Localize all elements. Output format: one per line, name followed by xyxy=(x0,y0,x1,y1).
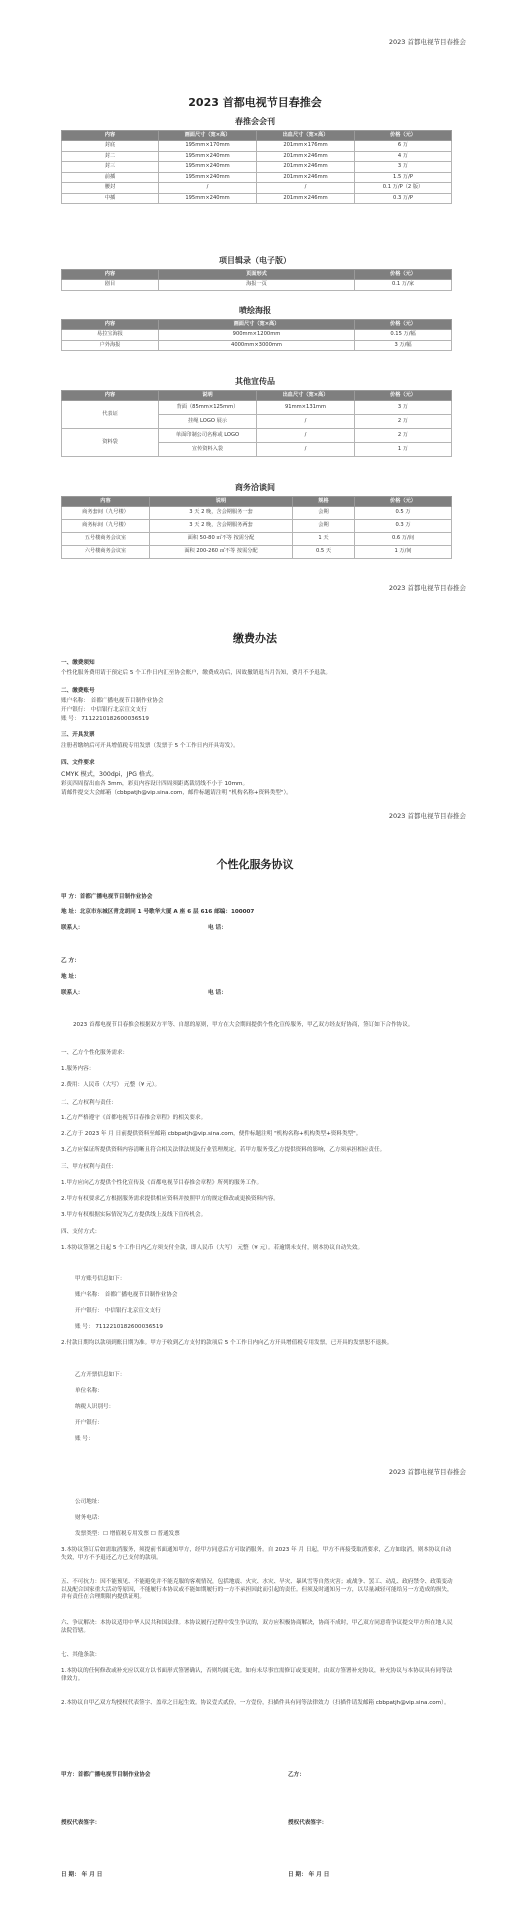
table-cell: 2 万 xyxy=(355,429,452,443)
clause-3-1: 1.甲方应向乙方提供个性化宣传及《首都电视节目春推会章程》所列的服务工作。 xyxy=(61,1180,263,1186)
clause-6: 六、争议解决：本协议适用中华人民共和国法律。本协议履行过程中发生争议的，双方应积极协商解决，协商不成时，甲乙双方同意将争议提交甲方所在地人民法院管辖。 xyxy=(61,1620,453,1634)
table-header: 内容 xyxy=(62,131,159,141)
payment-s2-line: 账户名称： 首都广播电视节目制作业协会 xyxy=(61,698,164,704)
table-cell: 资料袋 xyxy=(62,429,159,457)
payment-s1-title: 一、缴费须知 xyxy=(61,660,95,666)
table-header: 价格（元） xyxy=(355,320,452,330)
table-cell: 代表证 xyxy=(62,401,159,429)
b-acct-title: 乙方开票信息如下： xyxy=(75,1372,126,1378)
table-cell: 0.1 万/P（2 版） xyxy=(355,183,452,194)
invoice-type-line[interactable]: 发票类型：☐ 增值税专用发票 ☐ 普通发票 xyxy=(75,1531,180,1537)
clause-4-3: 3.本协议签订后如需取消服务，须提前书面通知甲方，经甲方同意后方可取消服务。自 2023 年 月 日起，甲方不再接受取消要求，乙方如取消，则本协议自动失效，甲方不予退还乙方已支付的款项。 xyxy=(61,1547,452,1561)
table-cell: 4 万 xyxy=(355,151,452,162)
page-footer: 2023 首都电视节目春推会 xyxy=(388,812,466,820)
table-row xyxy=(62,429,452,443)
promo-table xyxy=(61,390,452,457)
table-cell: 1 万/间 xyxy=(355,546,452,559)
section-title-booklet: 春推会会刊 xyxy=(235,117,275,126)
meeting-table xyxy=(61,496,452,559)
page-footer: 2023 首都电视节目春推会 xyxy=(388,1468,466,1476)
table-cell: 会期 xyxy=(293,520,355,533)
payment-s2-line: 开户银行： 中信银行北京宣文支行 xyxy=(61,707,147,713)
table-row xyxy=(62,151,452,162)
page-header: 2023 首都电视节目春推会 xyxy=(388,38,466,46)
table-cell: 封三 xyxy=(62,162,159,173)
clause-2: 二、乙方权利与责任： xyxy=(61,1100,117,1106)
table-cell: 0.5 万 xyxy=(355,507,452,520)
table-row xyxy=(62,401,452,415)
table-cell: / xyxy=(257,443,355,457)
party-a: 甲 方：首都广播电视节目制作业协会 xyxy=(61,894,153,900)
rep-sign-b: 授权代表签字： xyxy=(288,1820,328,1826)
table-cell: 1.5 万/P xyxy=(355,172,452,183)
table-cell: 单面印制公司名称或 LOGO xyxy=(159,429,257,443)
table-header: 价格（元） xyxy=(355,131,452,141)
payment-s4-title: 四、文件要求 xyxy=(61,760,95,766)
payment-s4-line: 请邮件提交大会邮箱（cbbpatjh@vip.sina.com，邮件标题请注明 "机构名称+资料类型"）。 xyxy=(61,790,292,796)
table-cell: 0.3 万 xyxy=(355,520,452,533)
payment-s4-line: CMYK 模式，300dpi，JPG 格式。 xyxy=(61,771,158,778)
table-cell: 宣传资料入袋 xyxy=(159,443,257,457)
table-header: 内容 xyxy=(62,391,159,401)
table-row xyxy=(62,280,452,291)
table-row xyxy=(62,520,452,533)
payment-s3-text: 注册者缴纳后可开具增值税专用发票（发票于 5 个工作日内开具寄发）。 xyxy=(61,743,239,749)
clause-4-1: 1.本协议签署之日起 5 个工作日内乙方须支付全款，即人民币（大写） 元整（¥ 元）。若逾期未支付，则本协议自动失效。 xyxy=(61,1245,364,1251)
table-cell: 91mm×131mm xyxy=(257,401,355,415)
table-cell: 腰封 xyxy=(62,183,159,194)
table-cell: 1 天 xyxy=(293,533,355,546)
table-cell: 中插 xyxy=(62,193,159,204)
clause-5: 五、不可抗力：因不能预见、不能避免并不能克服的客观情况，包括地震、火灾、水灾、旱灾、暴风雪等自然灾害；或战争、罢工、动乱、政府禁令、政策变动以及配合国家重大活动等原因，不能履行本协议或不能如期履行的一方不承担因此而引起的责任。但须及时通知另一方，以尽量减轻可能给另一方造成的损失，并有责任在合理期限内提供证明。 xyxy=(61,1579,453,1601)
table-cell: 3 万 xyxy=(355,401,452,415)
table-header: 价格（元） xyxy=(355,391,452,401)
table-cell: 0.15 万/幅 xyxy=(355,330,452,341)
table-cell: 900mm×1200mm xyxy=(159,330,355,341)
date-a: 日 期： 年 月 日 xyxy=(61,1872,103,1878)
table-cell: 195mm×240mm xyxy=(159,151,257,162)
table-cell: 195mm×240mm xyxy=(159,193,257,204)
table-header: 页面形式 xyxy=(159,270,355,280)
clause-3-2: 2.甲方有权要求乙方根据服务需求提供相应资料并按照甲方的规定修改或更换资料内容。 xyxy=(61,1196,279,1202)
clause-4-2: 2.付款日期均以款项到账日期为准。甲方于收到乙方支付的款项后 5 个工作日内向乙方开具增值税专用发票，已开具的发票恕不退换。 xyxy=(61,1340,393,1346)
payment-s4-line: 彩页四周留出血各 3mm，彩页内容设计四周须距离裁切线不小于 10mm。 xyxy=(61,781,249,787)
table-cell: 195mm×240mm xyxy=(159,172,257,183)
acct-title: 甲方账号信息如下： xyxy=(75,1276,126,1282)
project-table xyxy=(61,269,452,291)
clause-7: 七、其他条款： xyxy=(61,1652,101,1658)
table-row xyxy=(62,141,452,152)
rep-sign-a: 授权代表签字： xyxy=(61,1820,101,1826)
table-header: 内容 xyxy=(62,270,159,280)
table-cell: 背面（85mm×125mm） xyxy=(159,401,257,415)
table-header: 说明 xyxy=(159,391,257,401)
payment-s3-title: 三、开具发票 xyxy=(61,732,95,738)
payment-title: 缴费办法 xyxy=(233,632,277,645)
table-cell: 商务标间（九号楼） xyxy=(62,520,150,533)
page-footer: 2023 首都电视节目春推会 xyxy=(388,584,466,592)
acct-line: 开户银行： 中信银行北京宣文支行 xyxy=(75,1308,161,1314)
table-cell: 6 万 xyxy=(355,141,452,152)
table-cell: 商务套间（九号楼） xyxy=(62,507,150,520)
section-title-poster: 喷绘海报 xyxy=(239,306,271,315)
table-cell: 201mm×246mm xyxy=(257,151,355,162)
table-cell: / xyxy=(257,183,355,194)
b-acct-line: 纳税人识别号： xyxy=(75,1404,115,1410)
payment-s2-title: 二、缴费账号 xyxy=(61,688,95,694)
table-cell: 会期 xyxy=(293,507,355,520)
table-row xyxy=(62,533,452,546)
clause-2-2: 2.乙方于 2023 年 月 日前提供资料至邮箱 cbbpatjh@vip.sina.com，便件标题注明 "机构名称+机构类型+资料类型"。 xyxy=(61,1131,362,1137)
table-cell: 五号楼商务会议室 xyxy=(62,533,150,546)
section-title-project: 项目辑录（电子版） xyxy=(219,256,291,265)
table-row xyxy=(62,507,452,520)
clause-3-3: 3.甲方有权根据实际情况为乙方提供线上及线下宣传机会。 xyxy=(61,1212,207,1218)
address-b-label: 地 址： xyxy=(61,974,80,980)
table-header: 价格（元） xyxy=(355,270,452,280)
party-b-label: 乙 方： xyxy=(61,958,80,964)
clause-1-1: 1.服务内容： xyxy=(61,1066,95,1072)
acct-line: 账户名称： 首都广播电视节目制作业协会 xyxy=(75,1292,178,1298)
table-header: 内容 xyxy=(62,320,159,330)
table-cell: 0.6 万/间 xyxy=(355,533,452,546)
table-cell: 4000mm×3000mm xyxy=(159,340,355,351)
table-cell: 195mm×170mm xyxy=(159,141,257,152)
acct-line: 账 号： 7112210182600036519 xyxy=(75,1324,163,1330)
table-header: 价格（元） xyxy=(355,497,452,507)
table-row xyxy=(62,330,452,341)
phone-label: 电 话： xyxy=(208,925,227,931)
table-cell: 0.1 万/家 xyxy=(355,280,452,291)
clause-3: 三、甲方权利与责任： xyxy=(61,1164,117,1170)
table-cell: 3 万 xyxy=(355,162,452,173)
table-row xyxy=(62,546,452,559)
table-cell: / xyxy=(257,429,355,443)
table-cell: 201mm×246mm xyxy=(257,162,355,173)
b-acct-line: 开户银行： xyxy=(75,1420,103,1426)
table-cell: 0.3 万/P xyxy=(355,193,452,204)
clause-4: 四、支付方式： xyxy=(61,1229,101,1235)
date-b: 日 期： 年 月 日 xyxy=(288,1872,330,1878)
clause-2-1: 1.乙方严格遵守《首都电视节目春推会章程》的相关要求。 xyxy=(61,1115,207,1121)
table-cell: 封底 xyxy=(62,141,159,152)
table-cell: 3 万/幅 xyxy=(355,340,452,351)
table-cell: 1 万 xyxy=(355,443,452,457)
b-acct-line: 单位名称： xyxy=(75,1388,103,1394)
table-cell: 0.5 天 xyxy=(293,546,355,559)
signature-party-b: 乙方： xyxy=(288,1772,305,1778)
address-a: 地 址：北京市东城区青龙胡同 1 号歌华大厦 A 座 6 层 616 邮编：100007 xyxy=(61,909,255,915)
doc-title: 2023 首都电视节目春推会 xyxy=(188,96,322,109)
clause-7-2: 2.本协议自甲乙双方均授权代表签字、盖章之日起生效。协议壹式贰份，一方壹份，扫描件具有同等法律效力（扫描件请发邮箱 cbbpatjh@vip.sina.com）。 xyxy=(61,1700,450,1706)
table-cell: 面积 200-260 ㎡不等 按需分配 xyxy=(150,546,293,559)
table-cell: 剧目 xyxy=(62,280,159,291)
table-cell: 六号楼商务会议室 xyxy=(62,546,150,559)
agreement-intro: 2023 首都电视节目春推会根据双方平等、自愿的原则，甲方在大会期间提供个性化宣传服务，甲乙双方经友好协商，签订如下合作协议。 xyxy=(73,1022,414,1028)
clause-7-1: 1.本协议的任何修改或补充应以双方以书面形式签署确认，否则均属无效。如有未尽事宜需修订或变更时，由双方签署补充协议，补充协议与本协议具有同等法律效力。 xyxy=(61,1668,453,1682)
table-header: 画面尺寸（宽×高） xyxy=(159,131,257,141)
table-cell: 201mm×246mm xyxy=(257,193,355,204)
table-header: 内容 xyxy=(62,497,150,507)
clause-2-3: 3.乙方应保证所提供资料内容清晰且符合相关法律法规及行业管理规定。若甲方服务受乙方提供资料的影响，乙方须承担相应责任。 xyxy=(61,1147,386,1153)
table-cell: 前插 xyxy=(62,172,159,183)
table-row xyxy=(62,193,452,204)
table-header: 规格 xyxy=(293,497,355,507)
table-cell: 面积 50-80 ㎡不等 按需分配 xyxy=(150,533,293,546)
b-acct-line: 账 号： xyxy=(75,1436,94,1442)
poster-table xyxy=(61,319,452,351)
finance-phone-line: 财务电话： xyxy=(75,1515,103,1521)
table-header: 说明 xyxy=(150,497,293,507)
clause-1: 一、乙方个性化服务需求： xyxy=(61,1050,129,1056)
table-cell: 封二 xyxy=(62,151,159,162)
payment-s2-line: 账 号： 7112210182600036519 xyxy=(61,716,149,722)
table-row xyxy=(62,172,452,183)
table-cell: 易拉宝海报 xyxy=(62,330,159,341)
agreement-title: 个性化服务协议 xyxy=(216,858,294,871)
signature-party-a: 甲方：首都广播电视节目制作业协会 xyxy=(61,1772,151,1778)
clause-1-2: 2.费用：人民币（大写） 元整（¥ 元）。 xyxy=(61,1082,161,1088)
table-row xyxy=(62,340,452,351)
table-row xyxy=(62,183,452,194)
section-title-promo: 其他宣传品 xyxy=(235,377,275,386)
table-cell: / xyxy=(159,183,257,194)
table-cell: 3 天 2 晚，含会期服务两套 xyxy=(150,520,293,533)
table-cell: 户外海报 xyxy=(62,340,159,351)
section-title-meeting: 商务洽谈间 xyxy=(235,483,275,492)
table-cell: 2 万 xyxy=(355,415,452,429)
table-header: 出血尺寸（宽×高） xyxy=(257,391,355,401)
phone-b-label: 电 话： xyxy=(208,990,227,996)
company-address-line: 公司地址： xyxy=(75,1499,103,1505)
table-cell: / xyxy=(257,415,355,429)
table-header: 出血尺寸（宽×高） xyxy=(257,131,355,141)
table-cell: 3 天 2 晚，含会期服务一套 xyxy=(150,507,293,520)
table-header: 画面尺寸（宽×高） xyxy=(159,320,355,330)
table-cell: 195mm×240mm xyxy=(159,162,257,173)
payment-s1-text: 个性化服务费用请于预定后 5 个工作日内汇至协会账户，缴费成功后，因故撤销退当月告知，费月不予退款。 xyxy=(61,670,332,676)
table-cell: 201mm×176mm xyxy=(257,141,355,152)
table-cell: 挂绳 LOGO 展示 xyxy=(159,415,257,429)
table-cell: 海报一页 xyxy=(159,280,355,291)
contact-label: 联系人： xyxy=(61,925,84,931)
table-cell: 201mm×246mm xyxy=(257,172,355,183)
table-row xyxy=(62,162,452,173)
booklet-table xyxy=(61,130,452,204)
contact-b-label: 联系人： xyxy=(61,990,84,996)
